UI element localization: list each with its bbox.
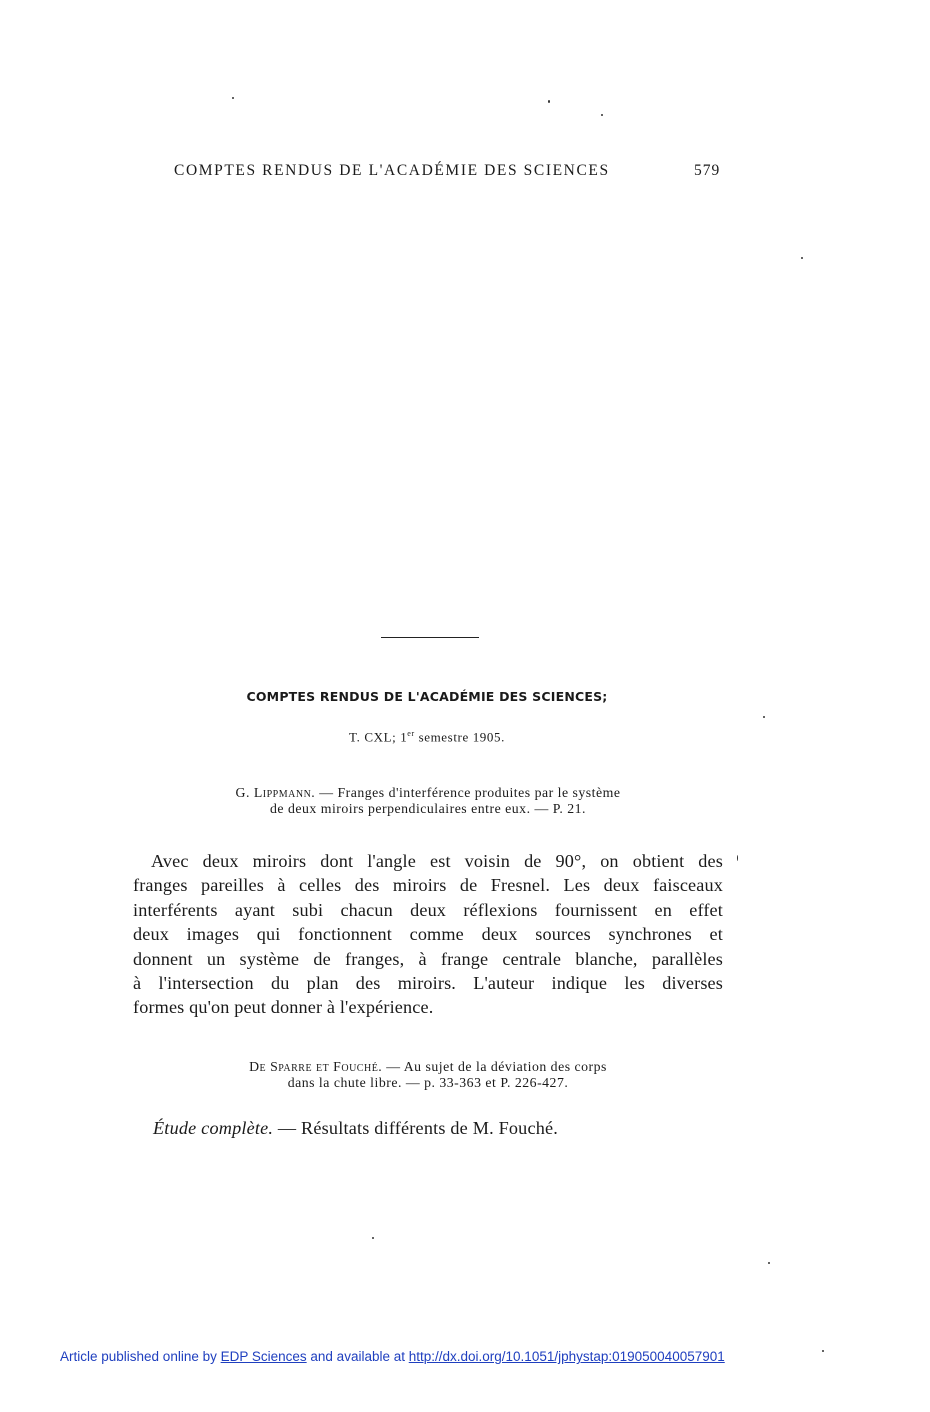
running-header-title: COMPTES RENDUS DE L'ACADÉMIE DES SCIENCES: [174, 162, 610, 179]
entry-title: — Franges d'interférence produites par le système: [315, 785, 621, 800]
volume-label: T. CXL;: [349, 729, 401, 745]
volume-ordinal-suffix: er: [407, 729, 415, 738]
abstract-line: deux images qui fonctionnent comme deux sources synchrones et: [133, 924, 723, 945]
section-title: COMPTES RENDUS DE L'ACADÉMIE DES SCIENCES;: [246, 689, 608, 704]
abstract-line: Avec deux miroirs dont l'angle est voisin de 90°, on obtient des: [151, 851, 723, 871]
publication-footer: [60, 1349, 725, 1364]
volume-ordinal: 1: [400, 729, 408, 745]
abstract-italic-lead: Étude complète.: [153, 1118, 274, 1138]
publisher-link[interactable]: EDP Sciences: [220, 1349, 307, 1364]
abstract-text: — Résultats différents de M. Fouché.: [273, 1118, 559, 1138]
volume-line: [0, 729, 854, 745]
scan-speck: [801, 257, 803, 259]
doi-link[interactable]: http://dx.doi.org/10.1051/jphystap:019050040057901: [408, 1349, 725, 1364]
footer-prefix: Article published online by: [60, 1349, 221, 1364]
entry-heading: [150, 1059, 706, 1091]
footer-middle: and available at: [306, 1349, 409, 1364]
scan-speck: [601, 114, 603, 116]
entry-title-continued: dans la chute libre. — p. 33-363 et P. 226-427.: [287, 1075, 569, 1090]
entry-author: G. Lippmann.: [235, 785, 316, 800]
scan-speck: [232, 97, 234, 99]
entry-author: De Sparre et Fouché.: [249, 1059, 383, 1074]
scan-speck: [737, 855, 738, 861]
scan-speck: [372, 1237, 374, 1239]
scan-speck: [763, 716, 765, 718]
scan-speck: [768, 1262, 770, 1264]
entry-abstract: [153, 1118, 558, 1139]
abstract-line: donnent un système de franges, à frange centrale blanche, parallèles: [133, 948, 723, 969]
entry-title-continued: de deux miroirs perpendiculaires entre eux. — P. 21.: [269, 801, 587, 816]
entry-title: — Au sujet de la déviation des corps: [382, 1059, 607, 1074]
abstract-line: franges pareilles à celles des miroirs de Fresnel. Les deux faisceaux: [133, 875, 723, 896]
running-header: [174, 162, 734, 182]
page-number: 579: [694, 162, 721, 179]
scan-speck: [548, 100, 550, 103]
scan-speck: [822, 1350, 824, 1352]
entry-abstract: [133, 849, 723, 1020]
section-divider: [381, 637, 479, 638]
entry-heading: [150, 785, 706, 817]
volume-semester: semestre 1905.: [414, 729, 505, 745]
abstract-line: interférents ayant subi chacun deux réflexions fournissent en effet: [133, 899, 723, 920]
abstract-line: formes qu'on peut donner à l'expérience.: [133, 997, 434, 1018]
abstract-line: à l'intersection du plan des miroirs. L'auteur indique les diverses: [133, 973, 723, 994]
